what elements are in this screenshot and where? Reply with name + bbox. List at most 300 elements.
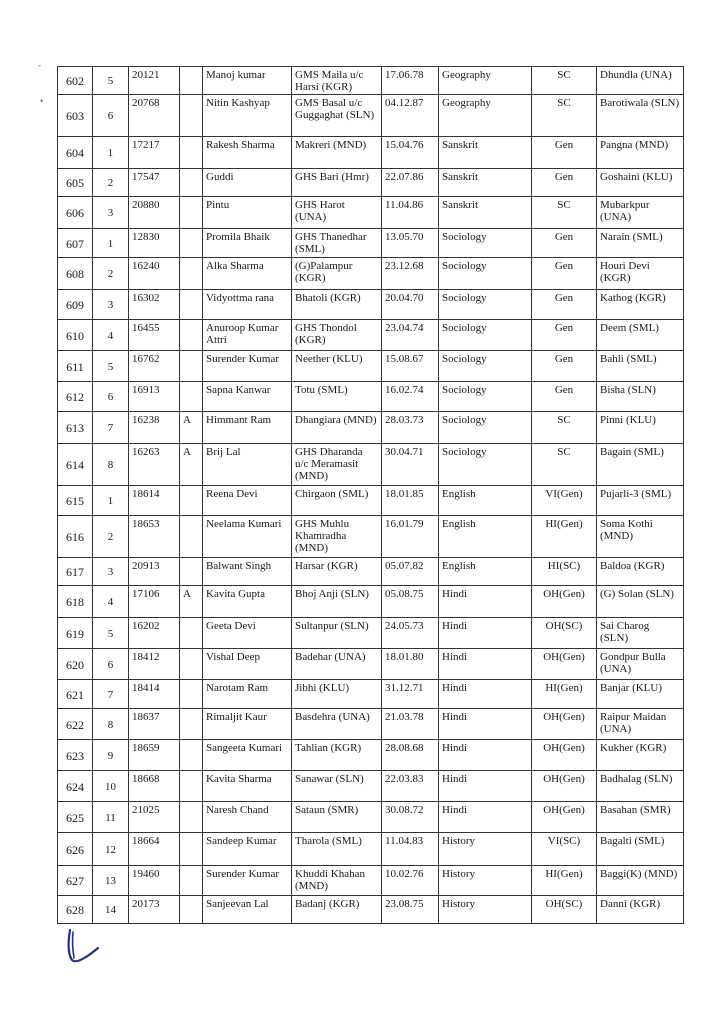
row-flag <box>180 382 203 412</box>
row-index-number: 14 <box>93 896 129 924</box>
date-of-birth: 05.07.82 <box>382 558 439 586</box>
date-of-birth: 10.02.76 <box>382 866 439 896</box>
employee-code: 18412 <box>129 649 180 680</box>
date-of-birth: 23.12.68 <box>382 258 439 290</box>
posting-place: Soma Kothi (MND) <box>597 516 684 558</box>
employee-name: Guddi <box>203 169 292 197</box>
date-of-birth: 30.04.71 <box>382 444 439 486</box>
school-name: Bhatoli (KGR) <box>292 290 382 320</box>
row-serial-number: 604 <box>58 137 93 169</box>
school-name: GMS Basal u/c Guggaghat (SLN) <box>292 95 382 137</box>
posting-place: Goshaini (KLU) <box>597 169 684 197</box>
row-flag <box>180 197 203 229</box>
date-of-birth: 18.01.80 <box>382 649 439 680</box>
table-row <box>58 516 684 558</box>
table-row <box>58 197 684 229</box>
school-name: Tharola (SML) <box>292 833 382 866</box>
category: Gen <box>532 320 597 351</box>
employee-name: Promila Bhaik <box>203 229 292 258</box>
row-flag <box>180 866 203 896</box>
employee-name: Anuroop Kumar Attri <box>203 320 292 351</box>
row-index-number: 5 <box>93 618 129 649</box>
table-row <box>58 586 684 618</box>
date-of-birth: 05.08.75 <box>382 586 439 618</box>
school-name: Badanj (KGR) <box>292 896 382 924</box>
row-serial-number: 619 <box>58 618 93 649</box>
date-of-birth: 21.03.78 <box>382 709 439 740</box>
table-row <box>58 896 684 924</box>
school-name: Badehar (UNA) <box>292 649 382 680</box>
row-index-number: 4 <box>93 586 129 618</box>
row-index-number: 9 <box>93 740 129 771</box>
row-index-number: 6 <box>93 382 129 412</box>
date-of-birth: 23.04.74 <box>382 320 439 351</box>
employee-name: Sanjeevan Lal <box>203 896 292 924</box>
category: OH(Gen) <box>532 771 597 802</box>
table-row <box>58 833 684 866</box>
employee-name: Sangeeta Kumari <box>203 740 292 771</box>
row-serial-number: 625 <box>58 802 93 833</box>
table-row <box>58 351 684 382</box>
subject-name: Sociology <box>439 258 532 290</box>
row-flag <box>180 558 203 586</box>
subject-name: English <box>439 558 532 586</box>
posting-place: Bahli (SML) <box>597 351 684 382</box>
row-index-number: 1 <box>93 229 129 258</box>
employee-code: 20880 <box>129 197 180 229</box>
posting-place: Danni (KGR) <box>597 896 684 924</box>
employee-name: Rimaljit Kaur <box>203 709 292 740</box>
row-index-number: 2 <box>93 169 129 197</box>
employee-name: Naresh Chand <box>203 802 292 833</box>
row-index-number: 2 <box>93 516 129 558</box>
table-row <box>58 320 684 351</box>
date-of-birth: 11.04.86 <box>382 197 439 229</box>
table-row <box>58 740 684 771</box>
employee-code: 16263 <box>129 444 180 486</box>
school-name: Khuddi Khahan (MND) <box>292 866 382 896</box>
posting-place: Bagalti (SML) <box>597 833 684 866</box>
row-serial-number: 626 <box>58 833 93 866</box>
subject-name: Sociology <box>439 351 532 382</box>
category: OH(Gen) <box>532 709 597 740</box>
category: Gen <box>532 351 597 382</box>
posting-place: Raipur Maidan (UNA) <box>597 709 684 740</box>
table-row <box>58 137 684 169</box>
category: OH(Gen) <box>532 586 597 618</box>
subject-name: Hindi <box>439 618 532 649</box>
category: Gen <box>532 137 597 169</box>
row-index-number: 13 <box>93 866 129 896</box>
table-row <box>58 169 684 197</box>
subject-name: Hindi <box>439 680 532 709</box>
employee-code: 16202 <box>129 618 180 649</box>
employee-code: 16302 <box>129 290 180 320</box>
row-index-number: 7 <box>93 680 129 709</box>
posting-place: Kathog (KGR) <box>597 290 684 320</box>
row-index-number: 3 <box>93 197 129 229</box>
row-flag <box>180 95 203 137</box>
category: SC <box>532 444 597 486</box>
subject-name: Hindi <box>439 586 532 618</box>
category: SC <box>532 412 597 444</box>
row-serial-number: 608 <box>58 258 93 290</box>
subject-name: History <box>439 896 532 924</box>
school-name: Totu (SML) <box>292 382 382 412</box>
category: Gen <box>532 258 597 290</box>
table-row <box>58 95 684 137</box>
employee-code: 20121 <box>129 67 180 95</box>
row-flag: A <box>180 412 203 444</box>
row-serial-number: 620 <box>58 649 93 680</box>
category: Gen <box>532 290 597 320</box>
subject-name: Sociology <box>439 290 532 320</box>
employee-code: 20913 <box>129 558 180 586</box>
posting-place: Baggi(K) (MND) <box>597 866 684 896</box>
row-serial-number: 607 <box>58 229 93 258</box>
date-of-birth: 04.12.87 <box>382 95 439 137</box>
subject-name: Hindi <box>439 802 532 833</box>
school-name: Harsar (KGR) <box>292 558 382 586</box>
row-index-number: 10 <box>93 771 129 802</box>
subject-name: Geography <box>439 67 532 95</box>
row-flag <box>180 680 203 709</box>
employee-code: 17217 <box>129 137 180 169</box>
date-of-birth: 16.01.79 <box>382 516 439 558</box>
category: OH(Gen) <box>532 740 597 771</box>
employee-code: 16240 <box>129 258 180 290</box>
row-index-number: 11 <box>93 802 129 833</box>
category: Gen <box>532 382 597 412</box>
row-serial-number: 624 <box>58 771 93 802</box>
school-name: GHS Thanedhar (SML) <box>292 229 382 258</box>
school-name: GHS Harot (UNA) <box>292 197 382 229</box>
row-flag <box>180 290 203 320</box>
employee-code: 18668 <box>129 771 180 802</box>
employee-code: 20173 <box>129 896 180 924</box>
category: OH(SC) <box>532 896 597 924</box>
subject-name: Hindi <box>439 771 532 802</box>
row-flag <box>180 169 203 197</box>
table-row <box>58 486 684 516</box>
category: VI(SC) <box>532 833 597 866</box>
margin-dot: • <box>40 96 44 106</box>
date-of-birth: 28.03.73 <box>382 412 439 444</box>
posting-place: Banjar (KLU) <box>597 680 684 709</box>
employee-code: 19460 <box>129 866 180 896</box>
posting-place: Narain (SML) <box>597 229 684 258</box>
employee-code: 18664 <box>129 833 180 866</box>
employee-code: 16455 <box>129 320 180 351</box>
table-row <box>58 444 684 486</box>
posting-place: Bagain (SML) <box>597 444 684 486</box>
school-name: Tahlian (KGR) <box>292 740 382 771</box>
date-of-birth: 11.04.83 <box>382 833 439 866</box>
employee-code: 20768 <box>129 95 180 137</box>
subject-name: Sanskrit <box>439 169 532 197</box>
row-index-number: 5 <box>93 351 129 382</box>
posting-place: Gondpur Bulla (UNA) <box>597 649 684 680</box>
row-serial-number: 614 <box>58 444 93 486</box>
school-name: GMS Maila u/c Harsi (KGR) <box>292 67 382 95</box>
posting-place: Kukher (KGR) <box>597 740 684 771</box>
school-name: Sataun (SMR) <box>292 802 382 833</box>
table-row <box>58 866 684 896</box>
table-row <box>58 618 684 649</box>
employee-name: Alka Sharma <box>203 258 292 290</box>
employee-code: 17106 <box>129 586 180 618</box>
row-serial-number: 605 <box>58 169 93 197</box>
employee-code: 17547 <box>129 169 180 197</box>
row-serial-number: 618 <box>58 586 93 618</box>
school-name: Neether (KLU) <box>292 351 382 382</box>
row-flag <box>180 486 203 516</box>
category: Gen <box>532 169 597 197</box>
employee-name: Neelama Kumari <box>203 516 292 558</box>
row-index-number: 2 <box>93 258 129 290</box>
category: VI(Gen) <box>532 486 597 516</box>
subject-name: Sociology <box>439 320 532 351</box>
school-name: GHS Thondol (KGR) <box>292 320 382 351</box>
row-serial-number: 612 <box>58 382 93 412</box>
row-index-number: 1 <box>93 137 129 169</box>
teacher-list-table <box>57 66 684 924</box>
subject-name: Sanskrit <box>439 197 532 229</box>
subject-name: English <box>439 516 532 558</box>
posting-place: Mubarkpur (UNA) <box>597 197 684 229</box>
school-name: Bhoj Anji (SLN) <box>292 586 382 618</box>
posting-place: Pujarli-3 (SML) <box>597 486 684 516</box>
subject-name: Geography <box>439 95 532 137</box>
row-flag <box>180 896 203 924</box>
row-flag <box>180 649 203 680</box>
table-row <box>58 67 684 95</box>
table-row <box>58 709 684 740</box>
posting-place: Houri Devi (KGR) <box>597 258 684 290</box>
category: HI(Gen) <box>532 680 597 709</box>
employee-name: Sapna Kanwar <box>203 382 292 412</box>
row-serial-number: 602 <box>58 67 93 95</box>
school-name: Sultanpur (SLN) <box>292 618 382 649</box>
date-of-birth: 15.08.67 <box>382 351 439 382</box>
posting-place: Pangna (MND) <box>597 137 684 169</box>
row-flag <box>180 67 203 95</box>
subject-name: Sociology <box>439 382 532 412</box>
date-of-birth: 22.07.86 <box>382 169 439 197</box>
table-row <box>58 680 684 709</box>
row-index-number: 6 <box>93 649 129 680</box>
employee-code: 18653 <box>129 516 180 558</box>
employee-name: Brij Lal <box>203 444 292 486</box>
posting-place: Deem (SML) <box>597 320 684 351</box>
category: SC <box>532 67 597 95</box>
date-of-birth: 15.04.76 <box>382 137 439 169</box>
subject-name: Hindi <box>439 740 532 771</box>
employee-name: Geeta Devi <box>203 618 292 649</box>
posting-place: Pinni (KLU) <box>597 412 684 444</box>
subject-name: Sanskrit <box>439 137 532 169</box>
school-name: Sanawar (SLN) <box>292 771 382 802</box>
row-flag: A <box>180 586 203 618</box>
table-row <box>58 382 684 412</box>
margin-mark: - <box>38 60 41 70</box>
row-flag: A <box>180 444 203 486</box>
school-name: GHS Dharanda u/c Meramasit (MND) <box>292 444 382 486</box>
school-name: Jibhi (KLU) <box>292 680 382 709</box>
row-index-number: 4 <box>93 320 129 351</box>
employee-name: Pintu <box>203 197 292 229</box>
row-serial-number: 613 <box>58 412 93 444</box>
row-flag <box>180 771 203 802</box>
row-serial-number: 627 <box>58 866 93 896</box>
employee-name: Balwant Singh <box>203 558 292 586</box>
employee-name: Surender Kumar <box>203 351 292 382</box>
category: HI(SC) <box>532 558 597 586</box>
employee-code: 16238 <box>129 412 180 444</box>
subject-name: Sociology <box>439 412 532 444</box>
employee-code: 18637 <box>129 709 180 740</box>
employee-code: 18614 <box>129 486 180 516</box>
subject-name: English <box>439 486 532 516</box>
row-index-number: 7 <box>93 412 129 444</box>
school-name: Makreri (MND) <box>292 137 382 169</box>
employee-name: Kavita Sharma <box>203 771 292 802</box>
subject-name: Hindi <box>439 709 532 740</box>
employee-name: Surender Kumar <box>203 866 292 896</box>
subject-name: History <box>439 866 532 896</box>
row-flag <box>180 229 203 258</box>
row-serial-number: 606 <box>58 197 93 229</box>
employee-name: Kavita Gupta <box>203 586 292 618</box>
category: HI(Gen) <box>532 516 597 558</box>
subject-name: Sociology <box>439 229 532 258</box>
row-index-number: 3 <box>93 290 129 320</box>
row-serial-number: 610 <box>58 320 93 351</box>
row-flag <box>180 833 203 866</box>
date-of-birth: 20.04.70 <box>382 290 439 320</box>
row-flag <box>180 709 203 740</box>
row-serial-number: 611 <box>58 351 93 382</box>
date-of-birth: 30.08.72 <box>382 802 439 833</box>
row-serial-number: 603 <box>58 95 93 137</box>
category: OH(Gen) <box>532 649 597 680</box>
posting-place: (G) Solan (SLN) <box>597 586 684 618</box>
date-of-birth: 24.05.73 <box>382 618 439 649</box>
signature-mark <box>62 922 102 966</box>
row-flag <box>180 258 203 290</box>
row-flag <box>180 740 203 771</box>
row-serial-number: 617 <box>58 558 93 586</box>
row-index-number: 8 <box>93 709 129 740</box>
posting-place: Badhalag (SLN) <box>597 771 684 802</box>
table-row <box>58 558 684 586</box>
school-name: (G)Palampur (KGR) <box>292 258 382 290</box>
employee-name: Rakesh Sharma <box>203 137 292 169</box>
row-index-number: 12 <box>93 833 129 866</box>
employee-code: 18659 <box>129 740 180 771</box>
row-serial-number: 622 <box>58 709 93 740</box>
employee-name: Sandeep Kumar <box>203 833 292 866</box>
employee-name: Vishal Deep <box>203 649 292 680</box>
date-of-birth: 13.05.70 <box>382 229 439 258</box>
date-of-birth: 28.08.68 <box>382 740 439 771</box>
row-flag <box>180 618 203 649</box>
row-serial-number: 609 <box>58 290 93 320</box>
employee-name: Himmant Ram <box>203 412 292 444</box>
category: OH(SC) <box>532 618 597 649</box>
employee-name: Manoj kumar <box>203 67 292 95</box>
row-index-number: 3 <box>93 558 129 586</box>
school-name: Dhangiara (MND) <box>292 412 382 444</box>
category: HI(Gen) <box>532 866 597 896</box>
row-index-number: 5 <box>93 67 129 95</box>
posting-place: Dhundla (UNA) <box>597 67 684 95</box>
subject-name: Hindi <box>439 649 532 680</box>
row-serial-number: 628 <box>58 896 93 924</box>
employee-name: Narotam Ram <box>203 680 292 709</box>
table-row <box>58 229 684 258</box>
subject-name: Sociology <box>439 444 532 486</box>
table-row <box>58 649 684 680</box>
category: OH(Gen) <box>532 802 597 833</box>
category: SC <box>532 95 597 137</box>
date-of-birth: 31.12.71 <box>382 680 439 709</box>
date-of-birth: 23.08.75 <box>382 896 439 924</box>
table-row <box>58 258 684 290</box>
table-row <box>58 771 684 802</box>
row-flag <box>180 320 203 351</box>
employee-name: Reena Devi <box>203 486 292 516</box>
category: Gen <box>532 229 597 258</box>
employee-code: 18414 <box>129 680 180 709</box>
school-name: Chirgaon (SML) <box>292 486 382 516</box>
row-index-number: 8 <box>93 444 129 486</box>
row-index-number: 6 <box>93 95 129 137</box>
posting-place: Barotiwala (SLN) <box>597 95 684 137</box>
row-serial-number: 616 <box>58 516 93 558</box>
school-name: GHS Bari (Hmr) <box>292 169 382 197</box>
category: SC <box>532 197 597 229</box>
row-flag <box>180 802 203 833</box>
date-of-birth: 18.01.85 <box>382 486 439 516</box>
posting-place: Basahan (SMR) <box>597 802 684 833</box>
date-of-birth: 22.03.83 <box>382 771 439 802</box>
employee-code: 12830 <box>129 229 180 258</box>
row-index-number: 1 <box>93 486 129 516</box>
date-of-birth: 17.06.78 <box>382 67 439 95</box>
employee-code: 21025 <box>129 802 180 833</box>
table-row <box>58 412 684 444</box>
table-row <box>58 802 684 833</box>
row-flag <box>180 516 203 558</box>
subject-name: History <box>439 833 532 866</box>
employee-code: 16762 <box>129 351 180 382</box>
row-flag <box>180 137 203 169</box>
posting-place: Bisha (SLN) <box>597 382 684 412</box>
employee-name: Vidyottma rana <box>203 290 292 320</box>
row-serial-number: 615 <box>58 486 93 516</box>
posting-place: Baldoa (KGR) <box>597 558 684 586</box>
row-serial-number: 621 <box>58 680 93 709</box>
employee-code: 16913 <box>129 382 180 412</box>
school-name: GHS Muhlu Khamradha (MND) <box>292 516 382 558</box>
table-row <box>58 290 684 320</box>
posting-place: Sai Charog (SLN) <box>597 618 684 649</box>
row-serial-number: 623 <box>58 740 93 771</box>
row-flag <box>180 351 203 382</box>
school-name: Basdehra (UNA) <box>292 709 382 740</box>
employee-name: Nitin Kashyap <box>203 95 292 137</box>
